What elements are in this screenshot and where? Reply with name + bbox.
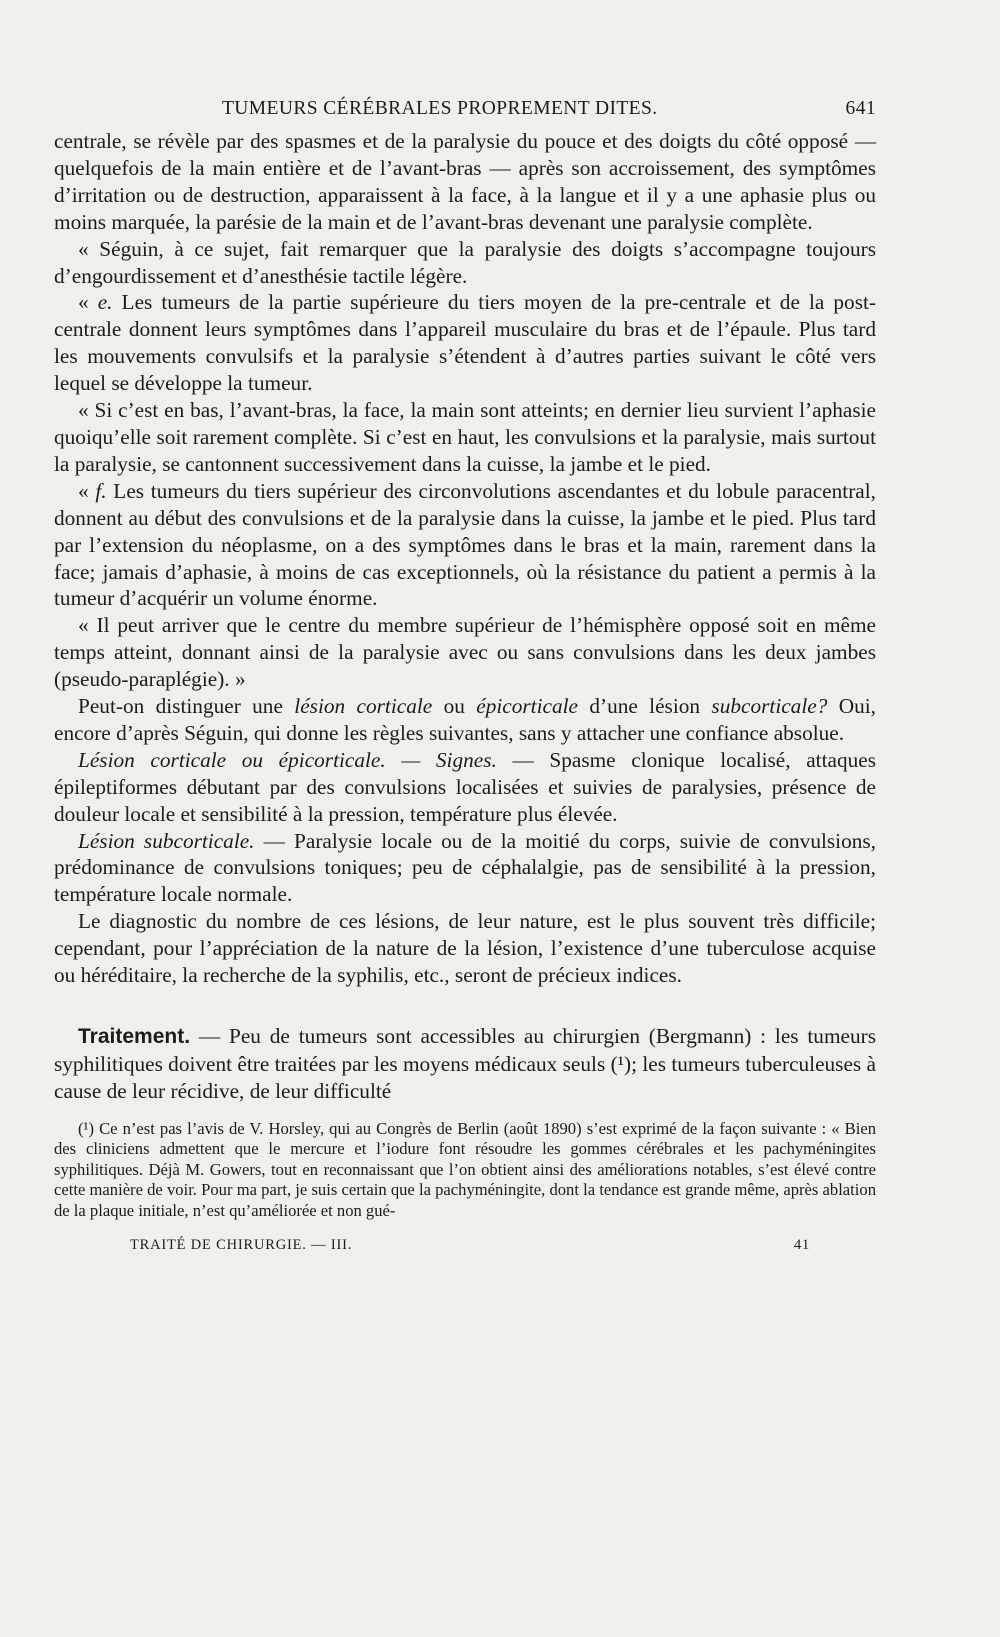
text-run: — Peu de tumeurs sont accessibles au chirurgien (Bergmann) : les tumeurs syphilitiques doivent être traitées par les moyens médicaux seuls [54, 1024, 876, 1076]
paragraph-8 [54, 747, 876, 828]
text-run: — Paralysie locale ou de la moitié du corps, suivie de convulsions, prédominance de convulsions toniques; peu de céphalalgie, pas de sensibilité à la pression, température locale normale. [54, 828, 876, 907]
page-footer [54, 1237, 876, 1261]
term-subcorticale: subcorticale? [711, 694, 828, 719]
paragraph-1: centrale, se révèle par des spasmes et de la paralysie du pouce et des doigts du côté opposé — quelquefois de la main entière et de l’avant-bras — après son accroissement, des symptômes d’irritation ou de destruction, apparaissent à la face, à la langue et il y a une aphasie plus ou moins marquée, la parésie de la main et de l’avant-bras devenant une paralysie complète. [54, 129, 876, 234]
paragraph-3-text: Les tumeurs de la partie supérieure du tiers moyen de la pre-centrale et de la post-centrale donnent leurs symptômes dans l’appareil musculaire du bras et de l’épaule. Plus tard les mouvements convulsifs et la paralysie s’étendent à d’autres parties suivant le côté vers lequel se développe la tumeur. [54, 290, 876, 396]
quote-mark: « [78, 290, 98, 315]
item-letter-f: f. [95, 478, 107, 503]
subheading-subcorticale: Lésion subcorticale. [78, 828, 255, 853]
term-lesion-corticale: lésion corticale [294, 694, 433, 719]
running-head [54, 98, 876, 128]
footnote-marker: (¹) [78, 1118, 95, 1138]
footnote-text: Ce n’est pas l’avis de V. Horsley, qui au Congrès de Berlin (août 1890) s’est exprimé de la façon suivante : « Bien des cliniciens admettent que le mercure et l’iodure font résoudre les gommes cérébrales et les pachyméningites syphilitiques. Déjà M. Gowers, tout en reconnaissant que l’on obtient ainsi des améliorations notables, s’est élevé contre cette manière de voir. Pour ma part, je suis certain que la pachyméningite, dont la tendance est grande même, après ablation de la plaque initiale, n’est qu’améliorée et non gué- [54, 1118, 876, 1220]
footnote-reference: (¹) [610, 1051, 632, 1076]
paragraph-3 [54, 289, 876, 397]
running-title: TUMEURS CÉRÉBRALES PROPREMENT DITES. [222, 98, 658, 119]
footnote [54, 1119, 876, 1222]
footer-book-title: TRAITÉ DE CHIRURGIE. — III. [130, 1237, 353, 1254]
paragraph-9 [54, 828, 876, 909]
paragraph-6: « Il peut arriver que le centre du membre supérieur de l’hémisphère opposé soit en même temps atteint, donnant ainsi de la paralysie avec ou sans convulsions dans les deux jambes (pseudo-paraplégie). » [54, 613, 876, 692]
paragraph-5 [54, 478, 876, 613]
page-number: 641 [845, 98, 876, 119]
body-text [54, 128, 876, 1105]
text-run: d’une lésion [577, 694, 712, 719]
text-run: ou [432, 694, 477, 719]
paragraph-treatment [54, 1023, 876, 1105]
paragraph-2: « Séguin, à ce sujet, fait remarquer que la paralysie des doigts s’accompagne toujours d’engourdissement et d’anesthésie tactile légère. [54, 236, 876, 288]
item-letter-e: e. [97, 290, 113, 315]
text-run: ; les tumeurs tuberculeuses à cause de leur récidive, de leur difficulté [54, 1051, 876, 1103]
section-heading-traitement: Traitement. [78, 1025, 191, 1048]
text-run: — Spasme clonique localisé, attaques épileptiformes débutant par des convulsions localisées et suivies de paralysies, présence de douleur locale et sensibilité à la pression, température plus élevée. [54, 747, 876, 826]
paragraph-10: Le diagnostic du nombre de ces lésions, de leur nature, est le plus souvent très difficile; cependant, pour l’appréciation de la nature de la lésion, l’existence d’une tuberculose acquise ou héréditaire, la recherche de la syphilis, etc., seront de précieux indices. [54, 909, 876, 988]
text-run: Peut-on distinguer une [78, 694, 295, 719]
paragraph-5-text: Les tumeurs du tiers supérieur des circonvolutions ascendantes et du lobule paracentral, donnent au début des convulsions et de la paralysie dans la cuisse, la jambe et le pied. Plus tard par l’extension du néoplasme, on a des symptômes dans le bras et la main, rarement dans la face; jamais d’aphasie, à moins de cas exceptionnels, où la résistance du patient a permis à la tumeur d’acquérir un volume énorme. [54, 478, 876, 611]
paragraph-4: « Si c’est en bas, l’avant-bras, la face, la main sont atteints; en dernier lieu survient l’aphasie quoiqu’elle soit rarement complète. Si c’est en haut, les convulsions et la paralysie, mais surtout la paralysie, se cantonnent successivement dans la cuisse, la jambe et le pied. [54, 398, 876, 476]
document-page [54, 98, 876, 1261]
quote-mark: « [78, 478, 96, 503]
paragraph-7 [54, 693, 876, 747]
term-epicorticale: épicorticale [476, 694, 578, 719]
footer-signature: 41 [794, 1237, 811, 1254]
subheading-corticale-signes: Lésion corticale ou épicorticale. — Signes. [78, 747, 497, 772]
text-run: Oui, encore d’après Séguin, qui donne les règles suivantes, sans y attacher une confiance absolue. [54, 694, 876, 745]
